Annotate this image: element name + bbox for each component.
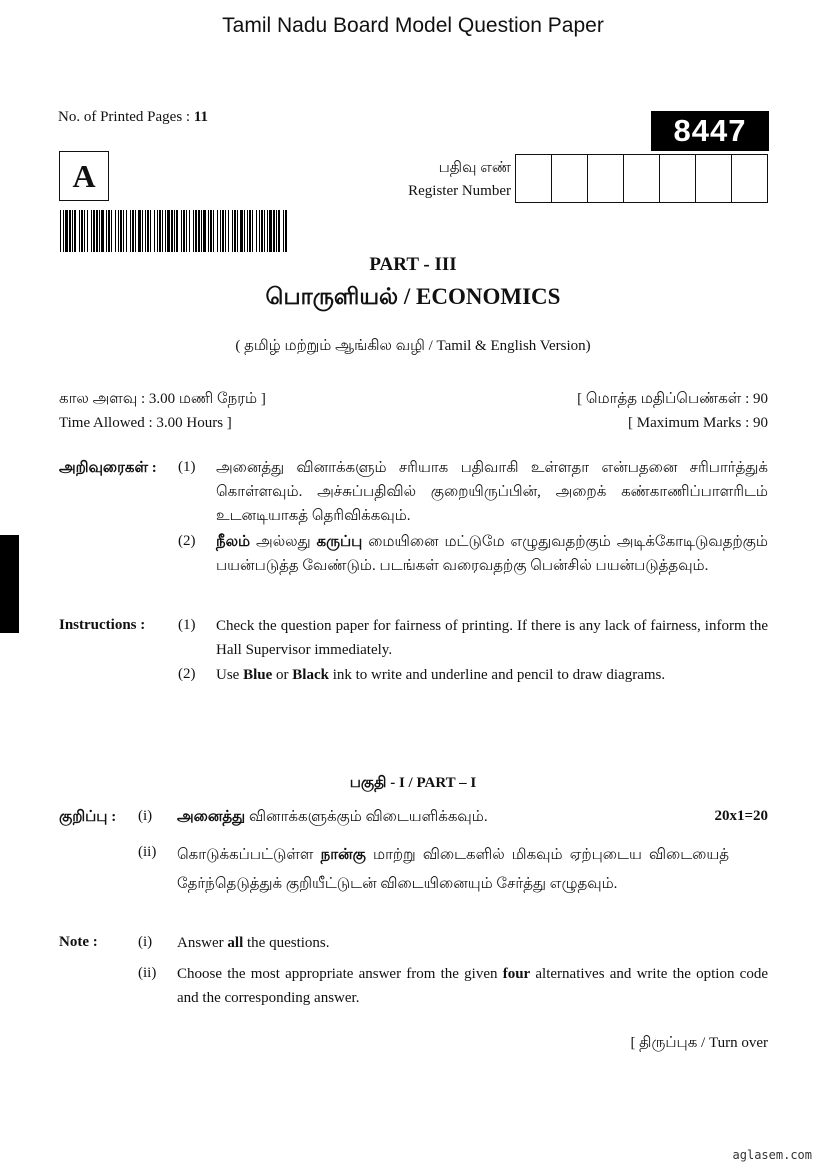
instruction-text: மையினை மட்டுமே எழுதுவதற்கும் அடிக்கோடிடுவதற்கும் பயன்படுத்த வேண்டும். படங்கள் வரைவதற்கு பென்சில் பயன்படுத்தவும். bbox=[216, 534, 768, 574]
printed-pages-value: 11 bbox=[193, 109, 209, 125]
barcode-bar bbox=[269, 210, 272, 252]
watermark: aglasem.com bbox=[732, 1148, 812, 1162]
series-box: A bbox=[59, 151, 109, 201]
note-bold: அனைத்து bbox=[177, 809, 246, 825]
time-tamil: கால அளவு : 3.00 மணி நேரம் ] bbox=[59, 391, 266, 407]
register-digit-box[interactable] bbox=[659, 154, 695, 203]
marks-tamil: [ மொத்த மதிப்பெண்கள் : 90 bbox=[577, 391, 768, 407]
barcode-bar bbox=[167, 210, 170, 252]
note-text: Choose the most appropriate answer from the given bbox=[177, 966, 503, 982]
barcode-bar bbox=[232, 210, 233, 252]
printed-pages bbox=[58, 109, 208, 126]
barcode-bar bbox=[154, 210, 155, 252]
barcode-bar bbox=[111, 210, 112, 252]
barcode-bar bbox=[171, 210, 173, 252]
barcode-bar bbox=[183, 210, 185, 252]
note-text: கொடுக்கப்பட்டுள்ள bbox=[177, 847, 321, 863]
instruction-bold-blue: Blue bbox=[243, 667, 273, 683]
instruction-number: (2) bbox=[178, 666, 196, 682]
instruction-number: (1) bbox=[178, 617, 196, 633]
note-number: (ii) bbox=[138, 844, 157, 860]
note-english-2 bbox=[177, 962, 768, 1010]
barcode-bar bbox=[162, 210, 163, 252]
time-allowed bbox=[59, 387, 266, 435]
time-english: Time Allowed : 3.00 Hours ] bbox=[59, 415, 232, 431]
barcode-bar bbox=[249, 210, 251, 252]
barcode-bar bbox=[267, 210, 268, 252]
page-header-title: Tamil Nadu Board Model Question Paper bbox=[222, 14, 604, 37]
barcode-bar bbox=[217, 210, 218, 252]
barcode-bar bbox=[99, 210, 100, 252]
barcode-bar bbox=[93, 210, 95, 252]
note-number: (ii) bbox=[138, 965, 157, 981]
barcode-bar bbox=[213, 210, 214, 252]
note-text: the questions. bbox=[243, 935, 330, 951]
note-bold: all bbox=[227, 935, 244, 951]
instruction-text: ink to write and underline and pencil to draw diagrams. bbox=[328, 667, 666, 683]
register-label-tamil: பதிவு எண் bbox=[438, 160, 511, 176]
instruction-number: (1) bbox=[178, 459, 196, 475]
barcode-bar bbox=[65, 210, 68, 252]
barcode-bar bbox=[276, 210, 277, 252]
barcode-bar bbox=[91, 210, 92, 252]
medium-version: ( தமிழ் மற்றும் ஆங்கில வழி / Tamil & English Version) bbox=[235, 338, 591, 354]
barcode-bar bbox=[193, 210, 194, 252]
section-marks: 20x1=20 bbox=[714, 808, 768, 824]
note-tamil-1 bbox=[177, 805, 627, 829]
barcode-bar bbox=[87, 210, 88, 252]
barcode-bar bbox=[142, 210, 143, 252]
note-bold: நான்கு bbox=[320, 847, 366, 863]
barcode-bar bbox=[273, 210, 275, 252]
barcode-bar bbox=[118, 210, 119, 252]
register-number-label bbox=[330, 157, 511, 203]
instruction-text: அல்லது bbox=[250, 534, 317, 550]
barcode-bar bbox=[150, 210, 151, 252]
barcode-bar bbox=[126, 210, 127, 252]
barcode-bar bbox=[278, 210, 280, 252]
instruction-tamil-2 bbox=[216, 530, 768, 578]
barcode-bar bbox=[63, 210, 64, 252]
barcode-bar bbox=[174, 210, 175, 252]
barcode-bar bbox=[115, 210, 116, 252]
barcode-bar bbox=[147, 210, 149, 252]
note-number: (i) bbox=[138, 808, 153, 824]
section-heading: பகுதி - I / PART – I bbox=[349, 775, 477, 791]
barcode-bar bbox=[157, 210, 158, 252]
barcode bbox=[60, 210, 288, 252]
marks-english: [ Maximum Marks : 90 bbox=[628, 415, 768, 431]
instruction-english-2 bbox=[216, 663, 768, 687]
barcode-bar bbox=[108, 210, 110, 252]
note-tamil-label: குறிப்பு : bbox=[59, 809, 117, 825]
barcode-bar bbox=[261, 210, 263, 252]
note-text: வினாக்களுக்கும் விடையளிக்கவும். bbox=[245, 809, 488, 825]
instruction-bold-black: Black bbox=[292, 667, 329, 683]
barcode-bar bbox=[264, 210, 265, 252]
barcode-bar bbox=[135, 210, 136, 252]
register-digit-box[interactable] bbox=[623, 154, 659, 203]
barcode-bar bbox=[96, 210, 98, 252]
barcode-bar bbox=[222, 210, 224, 252]
instruction-number: (2) bbox=[178, 533, 196, 549]
barcode-bar bbox=[159, 210, 161, 252]
barcode-bar bbox=[208, 210, 209, 252]
register-digit-box[interactable] bbox=[587, 154, 623, 203]
barcode-bar bbox=[201, 210, 202, 252]
instructions-tamil-label: அறிவுரைகள் : bbox=[59, 460, 157, 476]
barcode-bar bbox=[210, 210, 212, 252]
note-tamil-2 bbox=[177, 841, 729, 899]
barcode-bar bbox=[195, 210, 197, 252]
barcode-bar bbox=[228, 210, 229, 252]
barcode-bar bbox=[220, 210, 221, 252]
barcode-bar bbox=[60, 210, 61, 252]
barcode-bar bbox=[252, 210, 253, 252]
barcode-bar bbox=[234, 210, 236, 252]
barcode-bar bbox=[198, 210, 200, 252]
side-marker-bar bbox=[0, 535, 19, 633]
printed-pages-label: No. of Printed Pages : bbox=[58, 109, 194, 125]
note-bold: four bbox=[502, 966, 531, 982]
barcode-bar bbox=[69, 210, 71, 252]
register-digit-box[interactable] bbox=[731, 154, 768, 203]
note-number: (i) bbox=[138, 934, 153, 950]
instruction-bold-black: கருப்பு bbox=[316, 534, 363, 550]
barcode-bar bbox=[74, 210, 76, 252]
barcode-bar bbox=[237, 210, 238, 252]
barcode-bar bbox=[189, 210, 190, 252]
barcode-bar bbox=[130, 210, 131, 252]
barcode-bar bbox=[84, 210, 85, 252]
barcode-bar bbox=[120, 210, 122, 252]
subject-title: பொருளியல் / ECONOMICS bbox=[265, 284, 561, 309]
barcode-bar bbox=[225, 210, 226, 252]
barcode-bar bbox=[283, 210, 284, 252]
barcode-bar bbox=[123, 210, 124, 252]
barcode-bar bbox=[81, 210, 83, 252]
barcode-bar bbox=[79, 210, 80, 252]
note-english-1 bbox=[177, 931, 729, 955]
register-digit-box[interactable] bbox=[695, 154, 731, 203]
barcode-bar bbox=[106, 210, 107, 252]
barcode-bar bbox=[244, 210, 245, 252]
barcode-bar bbox=[186, 210, 187, 252]
register-label-english: Register Number bbox=[408, 183, 511, 199]
instruction-text: or bbox=[272, 667, 293, 683]
barcode-bar bbox=[101, 210, 104, 252]
barcode-bar bbox=[203, 210, 206, 252]
barcode-bar bbox=[240, 210, 243, 252]
barcode-bar bbox=[259, 210, 260, 252]
instruction-english-1: Check the question paper for fairness of printing. If there is any lack of fairness, inform the Hall Supervisor immediately. bbox=[216, 618, 768, 658]
maximum-marks bbox=[577, 387, 768, 435]
barcode-bar bbox=[145, 210, 146, 252]
barcode-bar bbox=[72, 210, 73, 252]
register-digit-box[interactable] bbox=[551, 154, 587, 203]
barcode-bar bbox=[132, 210, 134, 252]
note-english-label: Note : bbox=[59, 934, 98, 950]
barcode-bar bbox=[138, 210, 141, 252]
note-text: alternatives and write the option code and the corresponding answer. bbox=[177, 966, 768, 1006]
barcode-bar bbox=[256, 210, 257, 252]
note-text: மாற்று விடைகளில் மிகவும் ஏற்புடைய விடையைத் தேர்ந்தெடுத்துக் குறியீட்டுடன் விடையினையும் சேர்த்து எழுதவும். bbox=[177, 847, 729, 892]
part-title: PART - III bbox=[369, 254, 457, 275]
barcode-bar bbox=[285, 210, 287, 252]
register-digit-box[interactable] bbox=[515, 154, 551, 203]
register-number-boxes bbox=[515, 154, 768, 203]
barcode-bar bbox=[176, 210, 178, 252]
instruction-text: Use bbox=[216, 667, 244, 683]
paper-code: 8447 bbox=[651, 111, 769, 151]
barcode-bar bbox=[247, 210, 248, 252]
turn-over: [ திருப்புக / Turn over bbox=[630, 1035, 768, 1051]
barcode-bar bbox=[165, 210, 166, 252]
instruction-bold-blue: நீலம் bbox=[216, 534, 251, 550]
barcode-bar bbox=[181, 210, 182, 252]
instructions-english-label: Instructions : bbox=[59, 617, 146, 633]
instruction-tamil-1: அனைத்து வினாக்களும் சரியாக பதிவாகி உள்ளதா என்பதனை சரிபார்த்துக் கொள்ளவும். அச்சுப்பதிவில் குறையிருப்பின், அறைக் கண்காணிப்பாளரிடம் உடனடியாகத் தெரிவிக்கவும். bbox=[216, 460, 768, 524]
note-text: Answer bbox=[177, 935, 228, 951]
